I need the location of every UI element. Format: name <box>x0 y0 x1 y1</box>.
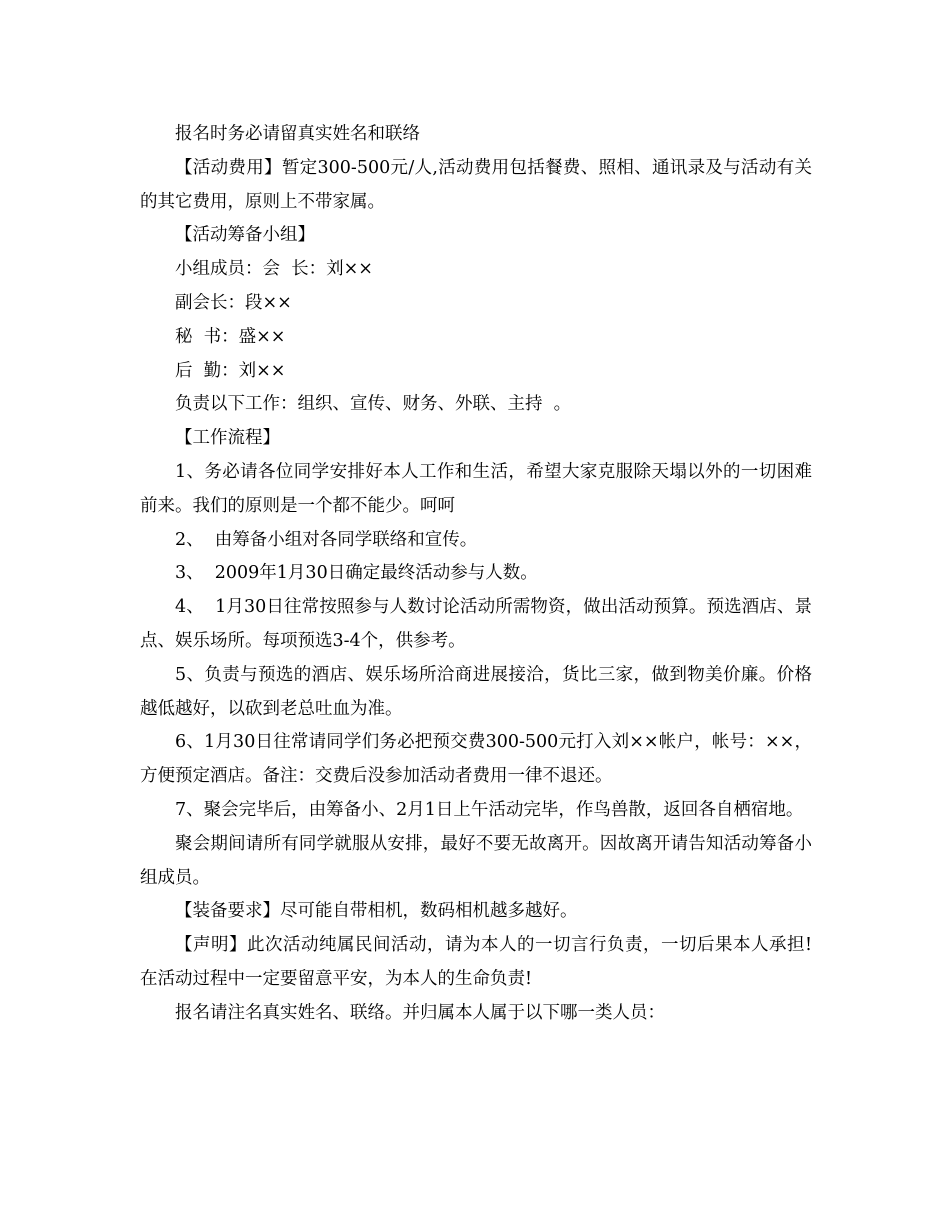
paragraph-vice-president: 副会长：段×× <box>175 292 292 313</box>
paragraph-activity-fee: 【活动费用】暂定300-500元/人,活动费用包括餐费、照相、通讯录及与活动有关的其它费用，原则上不带家属。 <box>140 157 812 212</box>
paragraph-statement: 【声明】此次活动纯属民间活动，请为本人的一切言行负责，一切后果本人承担!在活动过程中一定要留意平安，为本人的生命负责! <box>140 935 812 989</box>
paragraph-gathering-rules: 聚会期间请所有同学就服从安排，最好不要无故离开。因故离开请告知活动筹备小组成员。 <box>140 833 812 888</box>
workflow-step-7: 7、聚会完毕后，由筹备小、2月1日上午活动完毕，作鸟兽散，返回各自栖宿地。 <box>175 799 804 820</box>
workflow-step-3: 3、 2009年1月30日确定最终活动参与人数。 <box>175 563 538 584</box>
paragraph-secretary: 秘 书：盛×× <box>175 326 286 347</box>
workflow-step-6: 6、1月30日往常请同学们务必把预交费300-500元打入刘××帐户，帐号：××，方便预定酒店。备注：交费后没参加活动者费用一律不退还。 <box>140 732 812 787</box>
paragraph-registration-request: 报名请注名真实姓名、联络。并归属本人属于以下哪一类人员： <box>175 1002 665 1023</box>
workflow-step-4: 4、 1月30日往常按照参与人数讨论活动所需物资，做出活动预算。预选酒店、景点、娱乐场所。每项预选3-4个，供参考。 <box>140 597 812 651</box>
workflow-step-5: 5、负责与预选的酒店、娱乐场所洽商进展接洽，货比三家，做到物美价廉。价格越低越好，以砍到老总吐血为准。 <box>140 664 812 719</box>
paragraph-logistics: 后 勤：刘×× <box>175 360 286 381</box>
heading-preparation-group: 【活动筹备小组】 <box>175 225 315 246</box>
paragraph-responsibilities: 负责以下工作：组织、宣传、财务、外联、主持 。 <box>175 394 572 415</box>
workflow-step-2: 2、 由筹备小组对各同学联络和宣传。 <box>175 529 478 550</box>
heading-workflow: 【工作流程】 <box>175 428 280 449</box>
document-body <box>140 118 812 1031</box>
paragraph-group-members: 小组成员：会 长：刘×× <box>175 259 373 280</box>
paragraph-registration-note: 报名时务必请留真实姓名和联络 <box>175 124 420 144</box>
paragraph-equipment: 【装备要求】尽可能自带相机，数码相机越多越好。 <box>175 901 578 922</box>
workflow-step-1: 1、务必请各位同学安排好本人工作和生活，希望大家克服除天塌以外的一切困难前来。我们的原则是一个都不能少。呵呵 <box>140 461 812 516</box>
